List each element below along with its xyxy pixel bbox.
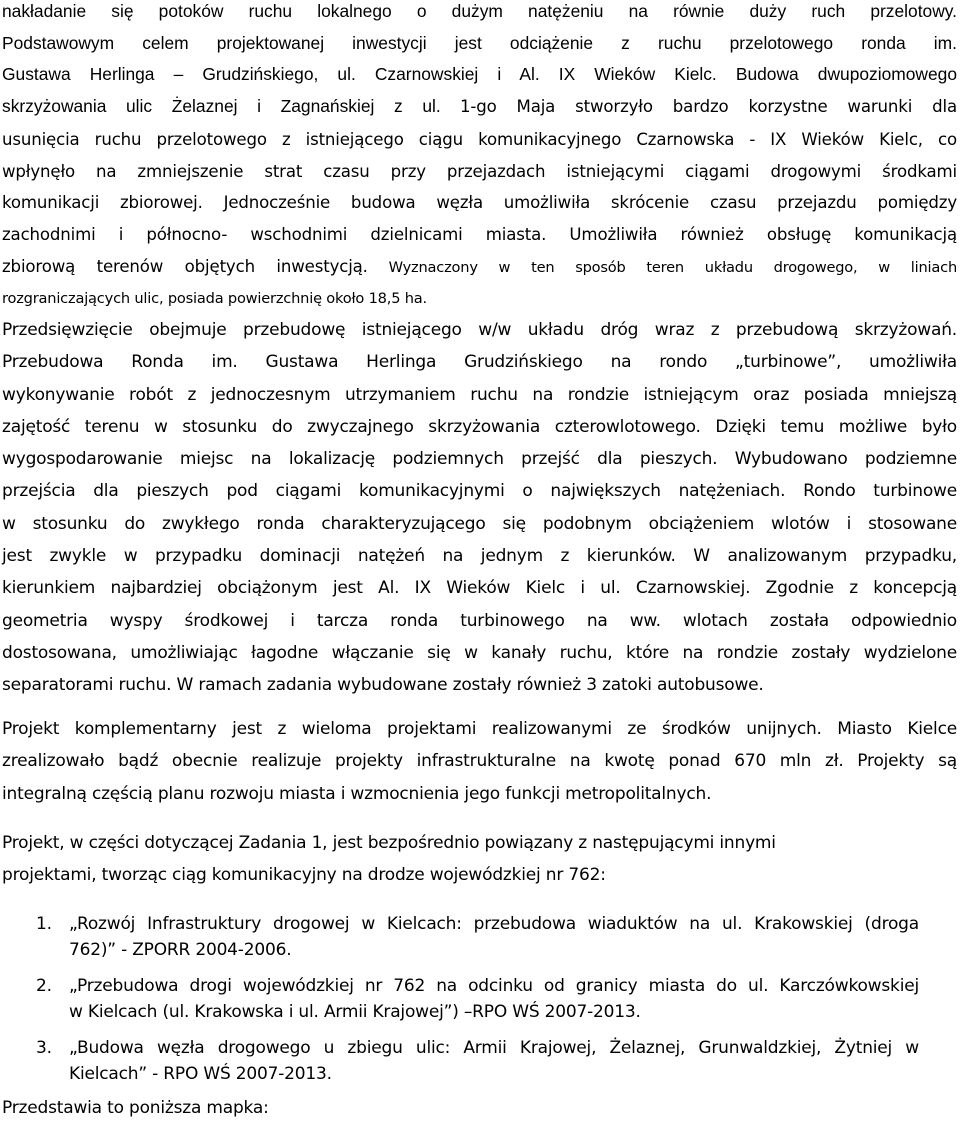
text-line: wygospodarowanie miejsc na lokalizację podziemnych przejść dla pieszych. Wybudowano podziemne	[2, 449, 957, 470]
paragraph-related-projects	[2, 827, 957, 892]
paragraph-project-goal	[2, 0, 957, 315]
list-item-number: 1.	[36, 914, 52, 934]
text-fragment: 1-go Maja stworzyło bardzo korzystne warunki dla	[459, 97, 957, 117]
map-intro-text	[2, 1092, 957, 1124]
text-line: Przedsięwzięcie obejmuje przebudowę istniejącego w/w układu dróg wraz z przebudową skrzyżowań.	[2, 320, 957, 340]
text-line: geometria wyspy środkowej i tarcza ronda turbinowego na ww. wlotach została odpowiednio	[2, 610, 957, 631]
text-line: komunikacji zbiorowej. Jednocześnie budowa węzła umożliwiła skrócenie czasu przejazdu pomiędzy	[2, 193, 957, 213]
list-item-line: w Kielcach (ul. Krakowska i ul. Armii Krajowej”) –RPO WŚ 2007-2013.	[69, 1001, 641, 1022]
list-item-number: 3.	[36, 1038, 52, 1058]
text-line: nakładanie się potoków ruchu lokalnego o dużym natężeniu na równie duży ruch przelotowy.	[2, 1, 957, 21]
text-line: Projekt komplementarny jest z wieloma projektami realizowanymi ze środków unijnych. Miasto Kielce	[2, 719, 957, 739]
text-line: projektami, tworząc ciąg komunikacyjny na drodze wojewódzkiej nr 762:	[2, 865, 606, 886]
list-item	[0, 974, 919, 1025]
text-line: w stosunku do zwykłego ronda charakteryzującego się podobnym obciążeniem wlotów i stosowane	[2, 513, 957, 534]
text-line: wykonywanie robót z jednoczesnym utrzymaniem ruchu na rondzie istniejącym oraz posiada mniejszą	[2, 384, 957, 405]
paragraph-complementary	[2, 713, 957, 810]
text-line: Podstawowym celem projektowanej inwestycji jest odciążenie z ruchu przelotowego ronda im.	[2, 32, 957, 53]
text-line: usunięcia ruchu przelotowego z istniejącego ciągu komunikacyjnego Czarnowska - IX Wieków Kielc, co	[2, 129, 957, 149]
text-line: zachodnimi i północno- wschodnimi dzielnicami miasta. Umożliwiła również obsługę komunikacją	[2, 224, 957, 244]
list-item-number: 2.	[36, 976, 52, 996]
list-item	[0, 912, 919, 963]
list-item-line: 762)” - ZPORR 2004-2006.	[69, 939, 292, 960]
text-line: wpłynęło na zmniejszenie strat czasu przy przejazdach istniejącymi ciągami drogowymi środkami	[2, 161, 957, 181]
text-line: Przebudowa Ronda im. Gustawa Herlinga Grudzińskiego na rondo „turbinowe”, umożliwiła	[2, 352, 957, 373]
text-line: zajętość terenu w stosunku do zwyczajnego skrzyżowania czterowlotowego. Dzięki temu możliwe było	[2, 416, 957, 437]
text-line: rozgraniczających ulic, posiada powierzchnię około 18,5 ha.	[2, 290, 427, 308]
text-line-mixed	[2, 91, 957, 124]
related-projects-list	[0, 912, 960, 1098]
list-item-line: „Budowa węzła drogowego u zbiegu ulic: Armii Krajowej, Żelaznej, Grunwaldzkiej, Żytniej w	[69, 1038, 919, 1058]
text-line: kierunkiem najbardziej obciążonym jest Al. IX Wieków Kielc i ul. Czarnowskiej. Zgodnie z koncepcją	[2, 578, 957, 599]
text-fragment: skrzyżowania ulic Żelaznej i Zagnańskiej z ul.	[2, 96, 441, 117]
list-item-line: „Przebudowa drogi wojewódzkiej nr 762 na odcinku od granicy miasta do ul. Karczówkowskiej	[69, 976, 919, 996]
text-line: dostosowana, umożliwiając łagodne włączanie się w kanały ruchu, które na rondzie zostały wydzielone	[2, 642, 957, 663]
text-line: separatorami ruchu. W ramach zadania wybudowane zostały również 3 zatoki autobusowe.	[2, 675, 764, 696]
text-fragment: zbiorową terenów objętych inwestycją.	[2, 256, 368, 276]
text-line-mixed	[2, 251, 957, 284]
list-item	[0, 1036, 919, 1087]
text-line: integralną częścią planu rozwoju miasta i wzmocnienia jego funkcji metropolitalnych.	[2, 783, 712, 804]
list-item-line: „Rozwój Infrastruktury drogowej w Kielcach: przebudowa wiaduktów na ul. Krakowskiej (droga	[69, 914, 919, 934]
text-line: zrealizowało bądź obecnie realizuje projekty infrastrukturalne na kwotę ponad 670 mln zł. Projekty są	[2, 751, 957, 772]
text-line: Przedstawia to poniższa mapka:	[2, 1098, 269, 1118]
list-item-line: Kielcach” - RPO WŚ 2007-2013.	[69, 1063, 332, 1084]
text-fragment: Wyznaczony w ten sposób teren układu drogowego, w liniach	[388, 258, 957, 276]
text-line: Gustawa Herlinga – Grudzińskiego, ul. Czarnowskiej i Al. IX Wieków Kielc. Budowa dwupoziomowego	[2, 64, 957, 85]
text-line: przejścia dla pieszych pod ciągami komunikacyjnymi o największych natężeniach. Rondo turbinowe	[2, 481, 957, 502]
text-line: Projekt, w części dotyczącej Zadania 1, jest bezpośrednio powiązany z następującymi innymi	[2, 833, 776, 853]
paragraph-roundabout	[2, 314, 957, 702]
text-line: jest zwykle w przypadku dominacji natężeń na jednym z kierunków. W analizowanym przypadku,	[2, 546, 957, 567]
